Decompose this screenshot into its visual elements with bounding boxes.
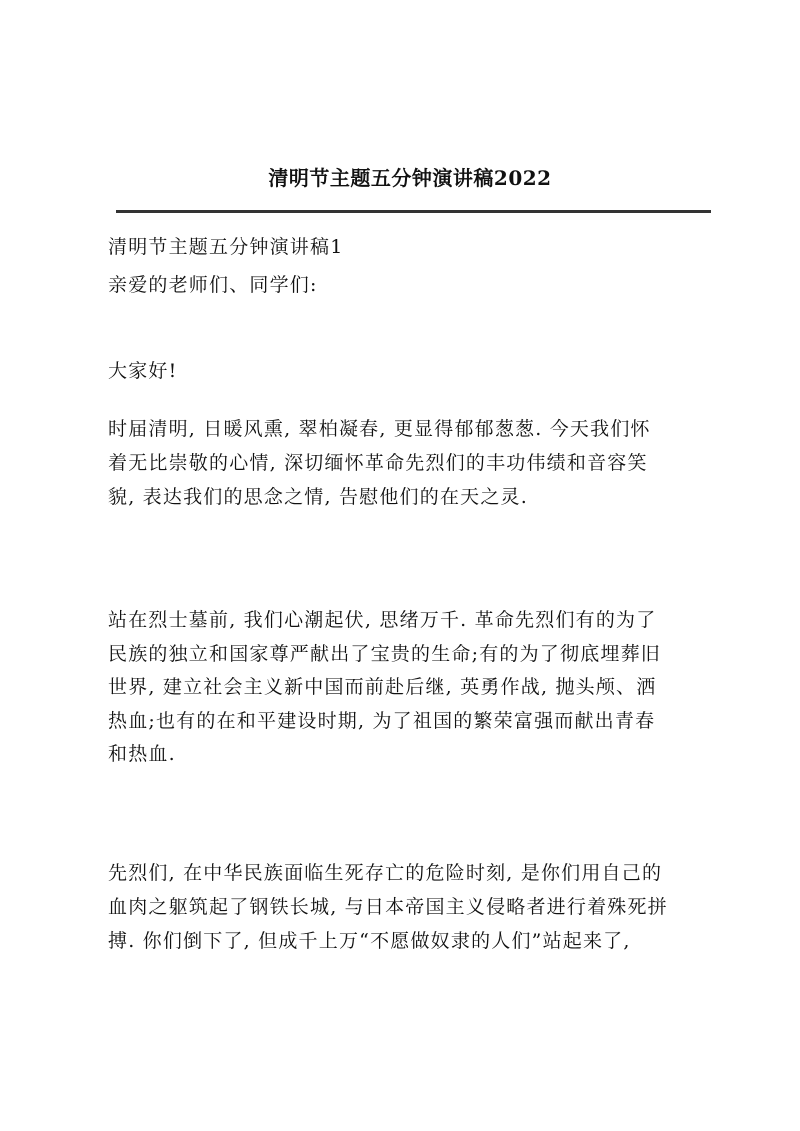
paragraph-line: 血肉之躯筑起了钢铁长城, 与日本帝国主义侵略者进行着殊死拼 [108,896,668,918]
paragraph-line: 热血;也有的在和平建设时期, 为了祖国的繁荣富强而献出青春 [108,709,656,732]
paragraph-line: 貌, 表达我们的思念之情, 告慰他们的在天之灵. [108,486,528,508]
salutation-line: 大家好! [108,360,178,382]
paragraph-2 [108,604,708,772]
title-underline [116,210,711,213]
paragraph-line: 和热血. [108,743,176,765]
paragraph-3 [108,856,708,958]
paragraph-line: 世界, 建立社会主义新中国而前赴后继, 英勇作战, 抛头颅、洒 [108,676,657,698]
paragraph-line: 民族的独立和国家尊严献出了宝贵的生命;有的为了彻底埋葬旧 [108,642,662,665]
document-title: 清明节主题五分钟演讲稿2022 [268,166,552,190]
greeting-line: 亲爱的老师们、同学们: [108,274,318,296]
paragraph-1 [108,412,708,514]
paragraph-line: 着无比崇敬的心情, 深切缅怀革命先烈们的丰功伟绩和音容笑 [108,452,648,474]
paragraph-line: 先烈们, 在中华民族面临生死存亡的危险时刻, 是你们用自己的 [108,862,663,884]
section-heading: 清明节主题五分钟演讲稿1 [108,236,344,258]
paragraph-line: 搏. 你们倒下了, 但成千上万“不愿做奴隶的人们”站起来了, [108,930,631,952]
paragraph-line: 站在烈士墓前, 我们心潮起伏, 思绪万千. 革命先烈们有的为了 [108,609,657,631]
paragraph-line: 时届清明, 日暖风熏, 翠柏凝春, 更显得郁郁葱葱. 今天我们怀 [108,418,651,440]
